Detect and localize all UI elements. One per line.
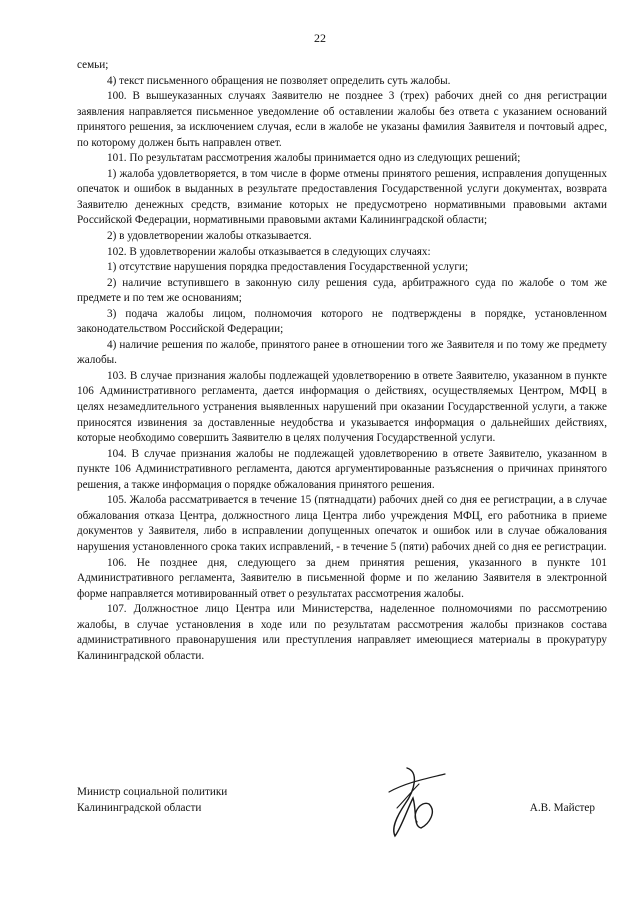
paragraph-101: 101. По результатам рассмотрения жалобы принимается одно из следующих решений; — [107, 152, 521, 165]
paragraph-102: 102. В удовлетворении жалобы отказывается в следующих случаях: — [107, 245, 431, 258]
paragraph-102-item-4: 4) наличие решения по жалобе, принятого ранее в отношении того же Заявителя и по тому же предмету жалобы. — [77, 338, 607, 367]
paragraph-continuation: семьи; — [77, 59, 109, 71]
signer-title-line-2: Калининградской области — [77, 802, 202, 814]
paragraph-102-item-1: 1) отсутствие нарушения порядка предоставления Государственной услуги; — [107, 261, 469, 274]
paragraph-101-item-1: 1) жалоба удовлетворяется, в том числе в форме отмены принятого решения, исправления допущенных опечаток и ошибок в выданных в результате предоставления Государственной услуги документах, возврата Заявителю денежных средств, взимание которых не предусмотрено нормативными правовыми актами Российской Федерации, нормативными правовыми актами Калининградской области; — [77, 167, 607, 227]
signer-name: А.В. Майстер — [529, 802, 595, 814]
paragraph-107: 107. Должностное лицо Центра или Министерства, наделенное полномочиями по рассмотрению жалобы, в случае установления в ходе или по результатам рассмотрения жалобы признаков состава административного правонарушения или преступления направляет имеющиеся материалы в прокуратуру Калининградской области. — [77, 603, 607, 662]
document-body — [77, 58, 607, 664]
paragraph-100: 100. В вышеуказанных случаях Заявителю не позднее 3 (трех) рабочих дней со дня регистрации заявления направляется письменное уведомление об оставлении жалобы без ответа с указанием оснований принятого решения, за исключением случая, если в жалобе не указаны фамилия Заявителя и почтовый адрес, по которому должен быть направлен ответ. — [77, 90, 607, 149]
signature-block — [77, 782, 607, 842]
paragraph-106: 106. Не позднее дня, следующего за днем принятия решения, указанного в пункте 101 Административного регламента, Заявителю в письменной форме и по желанию Заявителя в электронной форме направляется мотивированный ответ о результатах рассмотрения жалобы. — [77, 556, 607, 600]
paragraph-101-item-2: 2) в удовлетворении жалобы отказывается. — [107, 230, 312, 243]
paragraph-104: 104. В случае признания жалобы не подлежащей удовлетворению в ответе Заявителю, указанном в пункте 106 Административного регламента, даются аргументированные разъяснения о причинах принятого решения, а также информация о порядке обжалования принятого решения. — [77, 447, 607, 491]
signer-title-line-1: Министр социальной политики — [77, 786, 228, 798]
paragraph-102-item-2: 2) наличие вступившего в законную силу решения суда, арбитражного суда по жалобе о том же предмете и по тем же основаниям; — [77, 276, 607, 305]
handwritten-signature — [367, 762, 457, 846]
signer-title — [77, 784, 227, 816]
paragraph-102-item-3: 3) подача жалобы лицом, полномочия которого не подтверждены в порядке, установленном законодательством Российской Федерации; — [77, 307, 607, 336]
page-number: 22 — [314, 31, 326, 45]
paragraph-103: 103. В случае признания жалобы подлежащей удовлетворению в ответе Заявителю, указанном в пункте 106 Административного регламента, дается информация о действиях, осуществляемых Центром, МФЦ в целях незамедлительного устранения выявленных нарушений при оказании Государственной услуги, а также приносятся извинения за доставленные неудобства и указывается информация о дальнейших действиях, которые необходимо совершить Заявителю в целях получения Государственной услуги. — [77, 369, 607, 445]
paragraph-105: 105. Жалоба рассматривается в течение 15 (пятнадцати) рабочих дней со дня ее регистрации, а в случае обжалования отказа Центра, должностного лица Центра либо учреждения МФЦ, его работника в приеме документов у Заявителя, либо в исправлении допущенных опечаток и ошибок или в случае обжалования нарушения установленного срока таких исправлений, - в течение 5 (пяти) рабочих дней со дня ее регистрации. — [77, 494, 607, 553]
paragraph-item-4: 4) текст письменного обращения не позволяет определить суть жалобы. — [107, 74, 451, 87]
